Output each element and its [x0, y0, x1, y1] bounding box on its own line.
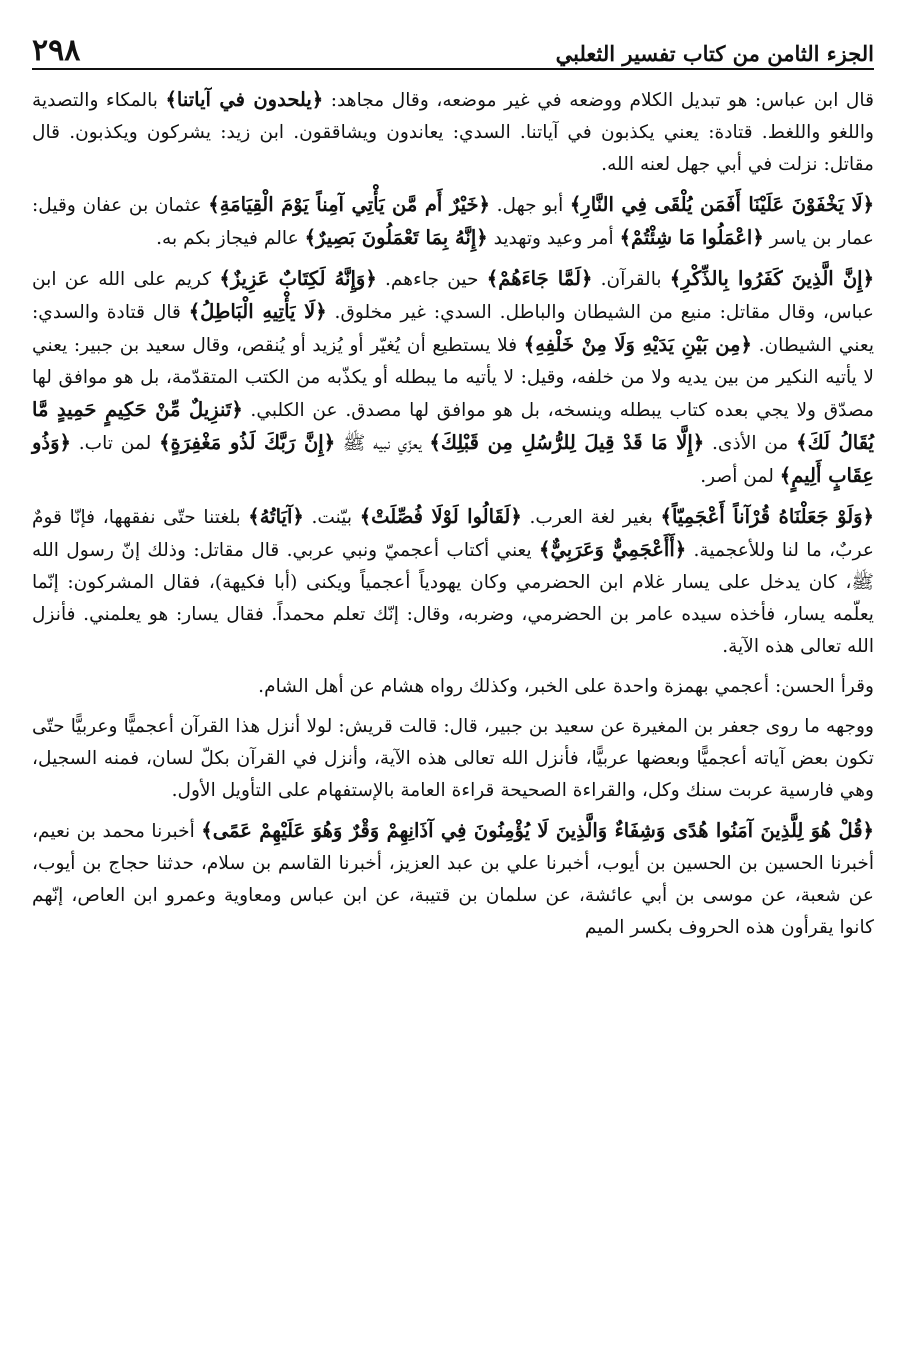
- commentary-text: عثمان بن عفان وقيل: عمار بن ياسر: [32, 195, 874, 249]
- commentary-text: يعزّي نبيه ﷺ: [335, 433, 430, 454]
- quran-verse: ﴿تَنزِيلٌ مِّنْ حَكِيمٍ حَمِيدٍ مَّا يُقَالُ لَكَ﴾: [32, 398, 874, 454]
- paragraph: [32, 671, 874, 703]
- commentary-text: فلا يستطيع أن يُغيّر أو يُزيد أو يُنقص، وقال سعيد بن جبير: يعني لا يأتيه النكير من بين يديه ولا من خلفه، وقيل: لا يأتيه ما يبطله أو يكذّبه من الكتب المتقدّمة، بل هو موافق لها مصدّق ولا يجي بعده كتاب يبطله وينسخه، بل هو موافق لها مصدق. عن الكلبي.: [32, 335, 874, 421]
- commentary-text: بالمكاء والتصدية واللغو واللغط. قتادة: يعني يكذبون في آياتنا. السدي: يعاندون ويشاققون. ابن زيد: يشركون ويكذبون. قال مقاتل: نزلت في أبي جهل لعنه الله.: [32, 90, 874, 175]
- running-title: الجزء الثامن من كتاب تفسير الثعلبي: [555, 40, 874, 66]
- quran-verse: ﴿وَلَوْ جَعَلْنَاهُ قُرْآناً أَعْجَمِيّاً﴾: [660, 505, 874, 528]
- quran-verse: ﴿لَقَالُوا لَوْلَا فُصِّلَتْ﴾: [359, 505, 522, 528]
- paragraph: [32, 263, 874, 493]
- quran-verse: ﴿خَيْرٌ أَم مَّن يَأْتِي آمِناً يَوْمَ الْقِيَامَةِ﴾: [208, 193, 490, 216]
- page-header: [32, 28, 874, 70]
- commentary-text: عالم فيجاز بكم به.: [156, 228, 305, 249]
- page-number: ٢٩٨: [32, 33, 81, 68]
- quran-verse: ﴿مِن بَيْنِ يَدَيْهِ وَلَا مِنْ خَلْفِهِ﴾: [523, 333, 752, 356]
- quran-verse: ﴿وَإِنَّهُ لَكِتَابٌ عَزِيزٌ﴾: [219, 267, 377, 290]
- commentary-text: أخبرنا محمد بن نعيم، أخبرنا الحسين بن الحسين بن أيوب، أخبرنا علي بن عبد العزيز، أخبرنا القاسم بن سلام، حدثنا حجاج بن أيوب، عن شعبة، عن موسى بن أبي عائشة، عن سلمان بن قتيبة، عن ابن عباس ومعاوية وعمرو ابن العاص، إنّهم كانوا يقرأون هذه الحروف بكسر الميم: [32, 821, 874, 938]
- quran-verse: ﴿إِلَّا مَا قَدْ قِيلَ لِلرُّسُلِ مِن قَبْلِكَ﴾: [429, 431, 705, 454]
- commentary-text: وقرأ الحسن: أعجمي بهمزة واحدة على الخبر، وكذلك رواه هشام عن أهل الشام.: [258, 676, 874, 697]
- quran-verse: ﴿وَذُو عِقَابٍ أَلِيمٍ﴾: [32, 431, 874, 487]
- quran-verse: ﴿لَا يَخْفَوْنَ عَلَيْنَا أَفَمَن يُلْقَى فِي النَّارِ﴾: [569, 193, 875, 216]
- commentary-text: قال ابن عباس: هو تبديل الكلام ووضعه في غير موضعه، وقال مجاهد:: [323, 90, 874, 111]
- quran-verse: ﴿إِنَّ الَّذِينَ كَفَرُوا بِالذِّكْرِ﴾: [669, 267, 874, 290]
- commentary-text: لمن تاب.: [70, 433, 160, 454]
- commentary-text: لمن أصر.: [700, 466, 780, 487]
- paragraph: [32, 711, 874, 807]
- commentary-text: حين جاءهم.: [376, 269, 487, 290]
- quran-verse: ﴿أَأَعْجَمِيٌّ وَعَرَبِيٌّ﴾: [539, 538, 687, 561]
- quran-verse: ﴿لَا يَأْتِيهِ الْبَاطِلُ﴾: [188, 300, 327, 323]
- commentary-text: أبو جهل.: [489, 195, 570, 216]
- quran-verse: ﴿قُلْ هُوَ لِلَّذِينَ آمَنُوا هُدًى وَشِفَاءٌ وَالَّذِينَ لَا يُؤْمِنُونَ فِي آذَانِهِمْ وَقْرٌ وَهُوَ عَلَيْهِمْ عَمًى﴾: [201, 819, 874, 842]
- commentary-text: بالقرآن.: [592, 269, 670, 290]
- page-body: [32, 84, 874, 944]
- commentary-text: ووجهه ما روى جعفر بن المغيرة عن سعيد بن جبير، قال: قالت قريش: لولا أنزل هذا القرآن أعجميًّا وعربيًّا حتّى تكون بعض آياته أعجميًّا وبعضها عربيًّا، فأنزل الله تعالى هذه الآية، وأنزل في القرآن بكلّ لسان، فمنه السجيل، وهي فارسية عربت سنك وكل، والقراءة الصحيحة قراءة العامة بالإستفهام على التأويل الأول.: [32, 716, 874, 801]
- commentary-text: كريم على الله عن ابن عباس، وقال مقاتل: منيع من الشيطان والباطل. السدي: غير مخلوق.: [32, 269, 874, 323]
- quran-verse: ﴿لَمَّا جَاءَهُمْ﴾: [486, 267, 593, 290]
- commentary-text: بيّنت.: [303, 507, 360, 528]
- paragraph: [32, 501, 874, 663]
- quran-verse: ﴿آيَاتُهُ﴾: [248, 505, 304, 528]
- commentary-text: بلغتنا حتّى نفقهها، فإنّا قومٌ عربٌ، ما لنا وللأعجمية.: [32, 507, 875, 561]
- commentary-text: قال قتادة والسدي: يعني الشيطان.: [32, 302, 874, 356]
- quran-verse: ﴿إِنَّهُ بِمَا تَعْمَلُونَ بَصِيرٌ﴾: [304, 226, 488, 249]
- commentary-text: من الأذى.: [704, 433, 797, 454]
- commentary-text: أمر وعيد وتهديد: [487, 228, 620, 249]
- commentary-text: بغير لغة العرب.: [521, 507, 661, 528]
- paragraph: [32, 84, 874, 181]
- paragraph: [32, 189, 874, 255]
- commentary-text: يعني أكتاب أعجميّ ونبي عربي. قال مقاتل: وذلك إنّ رسول الله ﷺ، كان يدخل على يسار غلام ابن الحضرمي وكان يهودياً أعجمياً ويكنى (أبا فكيهة)، فقال المشركون: إنّما يعلّمه يسار، فأخذه سيده عامر بن الحضرمي، وضربه، وقال: إنّك تعلم محمداً. فقال يسار: هو يعلمني. فأنزل الله تعالى هذه الآية.: [32, 540, 874, 657]
- quran-verse: ﴿يلحدون في آياتنا﴾: [165, 88, 324, 111]
- quran-verse: ﴿إِنَّ رَبَّكَ لَذُو مَغْفِرَةٍ﴾: [159, 431, 336, 454]
- paragraph: [32, 815, 874, 944]
- quran-verse: ﴿اعْمَلُوا مَا شِئْتُمْ﴾: [619, 226, 764, 249]
